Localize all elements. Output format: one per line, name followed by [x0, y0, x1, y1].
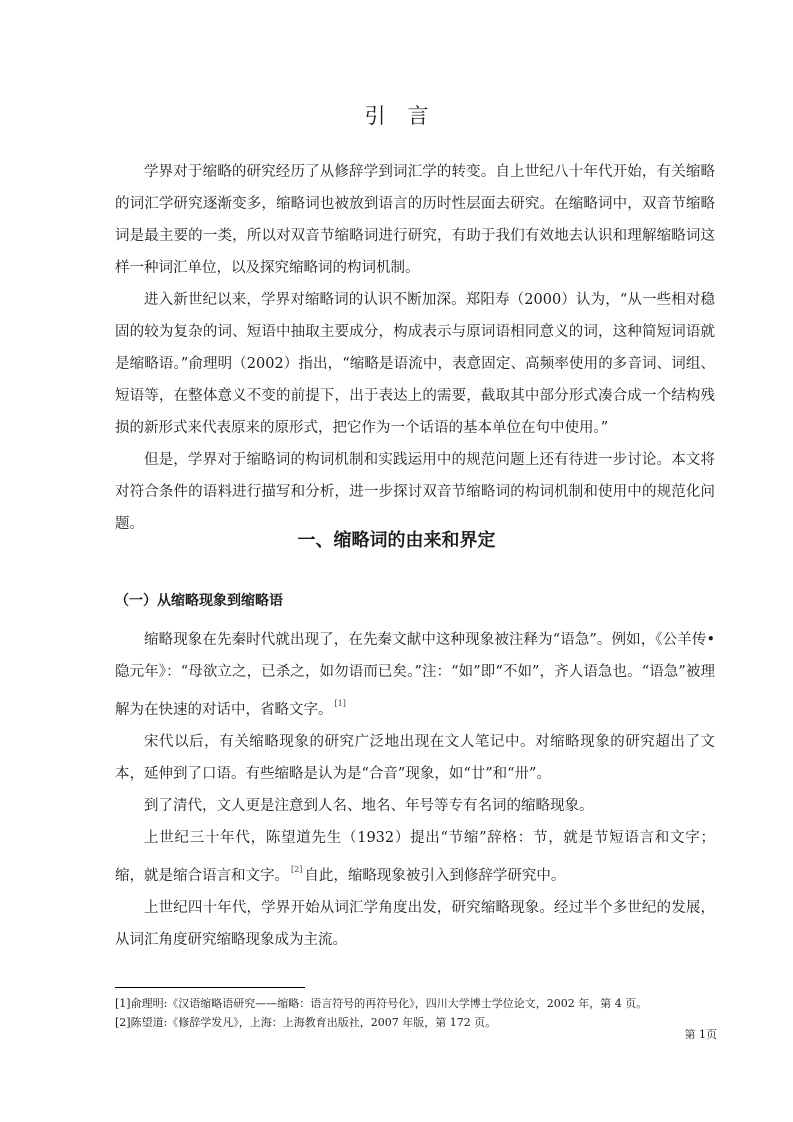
- section1-paragraph-5: 上世纪四十年代，学界开始从词汇学角度出发，研究缩略现象。经过半个多世纪的发展，从词汇角度研究缩略现象成为主流。: [115, 900, 715, 948]
- intro-section: [115, 156, 715, 540]
- footnote-2: [2]陈望道:《修辞学发凡》，上海：上海教育出版社，2007 年版，第 172 页。: [115, 1016, 497, 1029]
- footnote-ref-2[interactable]: [2]: [291, 865, 303, 874]
- page-number: 第 1页: [684, 1028, 717, 1041]
- intro-paragraph-2: 进入新世纪以来，学界对缩略词的认识不断加深。郑阳寿（2000）认为，“从一些相对稳固的较为复杂的词、短语中抽取主要成分，构成表示与原词语相同意义的词，这种简短词语就是缩略语。”俞理明（2002）指出，“缩略是语流中，表意固定、高频率使用的多音词、词组、短语等，在整体意义不变的前提下，出于表达上的需要，截取其中部分形式凑合成一个结构残损的新形式来代表原来的原形式，把它作为一个话语的基本单位在句中使用。”: [115, 292, 715, 436]
- subsection-heading: （一）从缩略现象到缩略语: [115, 593, 283, 609]
- paragraph-text: 上世纪三十年代，陈望道先生（1932）提出“节缩”辞格：节，就是节短语言和文字；缩，就是缩合语言和文字。: [115, 830, 715, 884]
- paragraph-text: 缩略现象在先秦时代就出现了，在先秦文献中这种现象被注释为“语急”。例如，《公羊传•隐元年》：“母欲立之，已杀之，如勿语而已矣。”注：“如”即“不如”，齐人语急也。“语急”被理解为在快速的对话中，省略文字。: [115, 632, 715, 718]
- section1-body: [115, 624, 715, 956]
- paragraph-text: 自此，缩略现象被引入到修辞学研究中。: [304, 868, 566, 884]
- section1-paragraph-1: [115, 624, 715, 726]
- section1-paragraph-4: [115, 822, 715, 892]
- page-title: 引言: [364, 104, 451, 128]
- section1-paragraph-2: 宋代以后，有关缩略现象的研究广泛地出现在文人笔记中。对缩略现象的研究超出了文本，延伸到了口语。有些缩略是认为是“合音”现象，如“廿”和“卅”。: [115, 734, 715, 782]
- footnote-divider: [115, 987, 305, 988]
- footnote-1: [1]俞理明:《汉语缩略语研究——缩略：语言符号的再符号化》，四川大学博士学位论文，2002 年，第 4 页。: [115, 997, 648, 1010]
- section1-paragraph-3: 到了清代，文人更是注意到人名、地名、年号等专有名词的缩略现象。: [144, 798, 594, 814]
- intro-paragraph-3: 但是，学界对于缩略词的构词机制和实践运用中的规范问题上还有待进一步讨论。本文将对符合条件的语料进行描写和分析，进一步探讨双音节缩略词的构词机制和使用中的规范化问题。: [115, 452, 715, 532]
- footnotes: [115, 994, 715, 1032]
- intro-paragraph-1: 学界对于缩略的研究经历了从修辞学到词汇学的转变。自上世纪八十年代开始，有关缩略的词汇学研究逐渐变多，缩略词也被放到语言的历时性层面去研究。在缩略词中，双音节缩略词是最主要的一类，所以对双音节缩略词进行研究，有助于我们有效地去认识和理解缩略词这样一种词汇单位，以及探究缩略词的构词机制。: [115, 164, 715, 276]
- section-heading: 一、缩略词的由来和界定: [297, 530, 496, 551]
- footnote-ref-1[interactable]: [1]: [334, 699, 346, 708]
